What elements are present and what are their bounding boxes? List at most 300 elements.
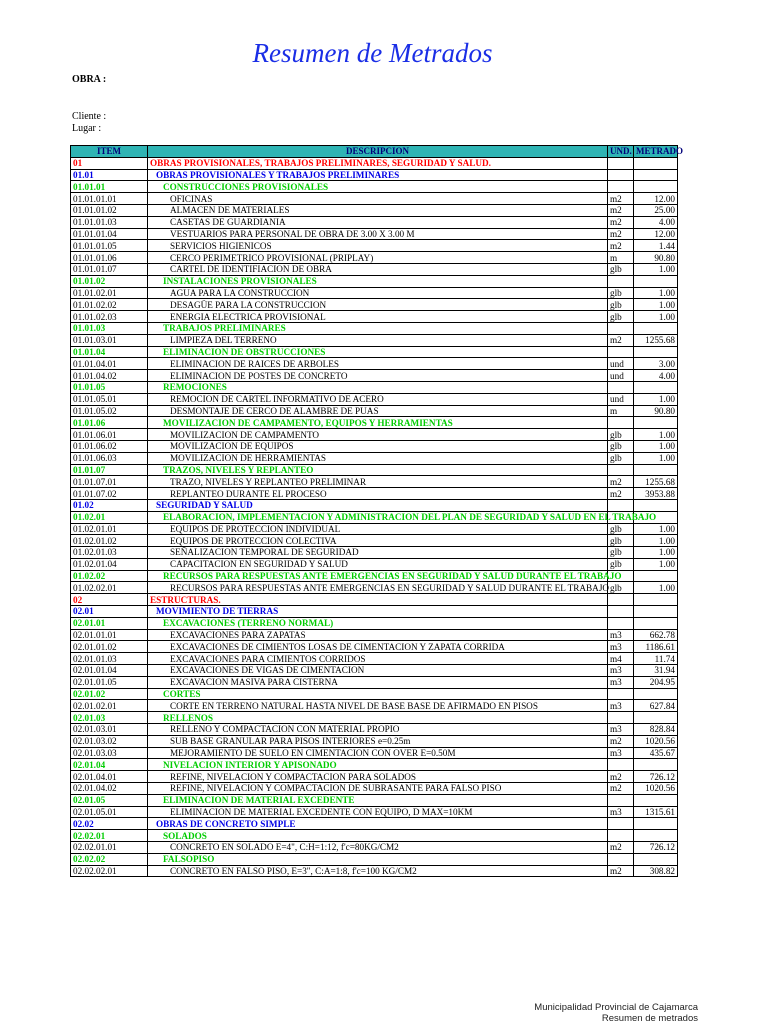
row-metrado: 1.00 — [634, 452, 678, 464]
row-metrado: 1186.61 — [634, 641, 678, 653]
row-metrado: 1.00 — [634, 287, 678, 299]
row-metrado: 1.00 — [634, 440, 678, 452]
row-item: 01.02.01.02 — [71, 535, 148, 547]
table-row — [71, 511, 678, 523]
table-row — [71, 665, 678, 677]
row-unit — [608, 818, 634, 830]
table-row — [71, 747, 678, 759]
row-unit: m2 — [608, 488, 634, 500]
table-row — [71, 464, 678, 476]
row-item: 01.01.07.02 — [71, 488, 148, 500]
row-unit: m2 — [608, 771, 634, 783]
row-description: CARTEL DE IDENTIFIACION DE OBRA — [148, 263, 608, 275]
row-item: 01.02.01 — [71, 511, 148, 523]
row-unit: glb — [608, 558, 634, 570]
row-description: TRABAJOS PRELIMINARES — [148, 322, 608, 334]
row-unit: glb — [608, 311, 634, 323]
row-unit: m2 — [608, 842, 634, 854]
table-row — [71, 252, 678, 264]
table-row — [71, 216, 678, 228]
row-unit: m3 — [608, 665, 634, 677]
row-metrado: 1020.56 — [634, 735, 678, 747]
row-description: CONCRETO EN FALSO PISO, E=3", C:A=1:8, f'c=100 KG/CM2 — [148, 865, 608, 877]
row-metrado: 204.95 — [634, 676, 678, 688]
row-item: 01.01.06.03 — [71, 452, 148, 464]
header-metrado: METRADO — [634, 146, 678, 158]
row-description: OBRAS PROVISIONALES, TRABAJOS PRELIMINARES, SEGURIDAD Y SALUD. — [148, 157, 608, 169]
row-item: 01.01.04.01 — [71, 358, 148, 370]
table-row — [71, 606, 678, 618]
row-description: REMOCIONES — [148, 381, 608, 393]
row-description: EXCAVACION MASIVA PARA CISTERNA — [148, 676, 608, 688]
row-unit — [608, 712, 634, 724]
row-description: OBRAS PROVISIONALES Y TRABAJOS PRELIMINARES — [148, 169, 608, 181]
table-row — [71, 169, 678, 181]
row-description: TRAZO, NIVELES Y REPLANTEO PRELIMINAR — [148, 476, 608, 488]
row-item: 02.01.03.02 — [71, 735, 148, 747]
row-description: CONCRETO EN SOLADO E=4", C:H=1:12, f'c=80KG/CM2 — [148, 842, 608, 854]
row-item: 02.02.02 — [71, 853, 148, 865]
row-item: 01.01.05 — [71, 381, 148, 393]
row-item: 01.01.04 — [71, 346, 148, 358]
row-unit — [608, 275, 634, 287]
row-unit — [608, 181, 634, 193]
row-description: CASETAS DE GUARDIANIA — [148, 216, 608, 228]
table-row — [71, 275, 678, 287]
row-item: 01.01.01.01 — [71, 193, 148, 205]
footer-line-1: Municipalidad Provincial de Cajamarca — [534, 1002, 698, 1013]
row-metrado — [634, 759, 678, 771]
row-description: ELIMINACION DE MATERIAL EXCEDENTE — [148, 794, 608, 806]
header-und: UND. — [608, 146, 634, 158]
row-unit: glb — [608, 535, 634, 547]
row-item: 02.01.01.05 — [71, 676, 148, 688]
row-unit — [608, 381, 634, 393]
row-metrado: 12.00 — [634, 193, 678, 205]
row-item: 02.01.04.01 — [71, 771, 148, 783]
row-item: 02.01.05.01 — [71, 806, 148, 818]
row-unit: und — [608, 358, 634, 370]
table-row — [71, 263, 678, 275]
row-item: 01.02.01.04 — [71, 558, 148, 570]
table-row — [71, 488, 678, 500]
row-item: 02.01.03.01 — [71, 724, 148, 736]
row-metrado: 4.00 — [634, 216, 678, 228]
table-row — [71, 712, 678, 724]
row-description: EQUIPOS DE PROTECCION INDIVIDUAL — [148, 523, 608, 535]
row-unit — [608, 417, 634, 429]
row-description: RECURSOS PARA RESPUESTAS ANTE EMERGENCIAS EN SEGURIDAD Y SALUD DURANTE EL TRABAJO — [148, 570, 608, 582]
row-item: 01.01.02.03 — [71, 311, 148, 323]
row-description: MOVILIZACION DE CAMPAMENTO, EQUIPOS Y HERRAMIENTAS — [148, 417, 608, 429]
table-row — [71, 287, 678, 299]
row-metrado — [634, 322, 678, 334]
row-item: 02.01.01.03 — [71, 653, 148, 665]
row-description: OBRAS DE CONCRETO SIMPLE — [148, 818, 608, 830]
row-unit — [608, 830, 634, 842]
row-unit: glb — [608, 523, 634, 535]
row-unit: glb — [608, 452, 634, 464]
row-metrado — [634, 417, 678, 429]
table-row — [71, 358, 678, 370]
row-unit: glb — [608, 287, 634, 299]
row-description: ELIMINACION DE POSTES DE CONCRETO — [148, 370, 608, 382]
table-header-row — [71, 146, 678, 158]
table-row — [71, 783, 678, 795]
row-metrado: 25.00 — [634, 204, 678, 216]
row-description: EXCAVACIONES DE VIGAS DE CIMENTACION — [148, 665, 608, 677]
row-unit: m3 — [608, 676, 634, 688]
table-row — [71, 370, 678, 382]
row-metrado — [634, 181, 678, 193]
row-unit: m — [608, 252, 634, 264]
row-description: ELIMINACION DE RAICES DE ARBOLES — [148, 358, 608, 370]
row-description: CONSTRUCCIONES PROVISIONALES — [148, 181, 608, 193]
row-item: 01.01.01.06 — [71, 252, 148, 264]
row-item: 01.01.03 — [71, 322, 148, 334]
row-item: 01.01.02.01 — [71, 287, 148, 299]
row-description: RELLENOS — [148, 712, 608, 724]
row-metrado — [634, 499, 678, 511]
row-item: 01.01.07.01 — [71, 476, 148, 488]
row-item: 02 — [71, 594, 148, 606]
row-item: 02.01.03.03 — [71, 747, 148, 759]
row-metrado: 435.67 — [634, 747, 678, 759]
row-description: DESMONTAJE DE CERCO DE ALAMBRE DE PUAS — [148, 405, 608, 417]
footer — [534, 1002, 698, 1024]
footer-line-2: Resumen de metrados — [601, 1013, 698, 1024]
row-item: 01.01.01.03 — [71, 216, 148, 228]
obra-label: OBRA : — [72, 74, 107, 85]
row-metrado — [634, 346, 678, 358]
row-item: 01.01.05.01 — [71, 393, 148, 405]
row-description: RELLENO Y COMPACTACION CON MATERIAL PROPIO — [148, 724, 608, 736]
row-item: 02.01.02 — [71, 688, 148, 700]
table-body — [71, 157, 678, 877]
row-description: SOLADOS — [148, 830, 608, 842]
row-unit — [608, 594, 634, 606]
row-unit: m2 — [608, 240, 634, 252]
row-description: ELABORACION, IMPLEMENTACION Y ADMINISTRACION DEL PLAN DE SEGURIDAD Y SALUD EN EL TRABAJO — [148, 511, 608, 523]
table-row — [71, 842, 678, 854]
row-item: 02.01.01 — [71, 617, 148, 629]
table-row — [71, 594, 678, 606]
row-metrado: 90.80 — [634, 252, 678, 264]
row-description: AGUA PARA LA CONSTRUCCION — [148, 287, 608, 299]
row-item: 01.01.07 — [71, 464, 148, 476]
row-metrado: 1.00 — [634, 299, 678, 311]
row-description: EXCAVACIONES PARA ZAPATAS — [148, 629, 608, 641]
row-unit — [608, 464, 634, 476]
row-item: 01.02.01.03 — [71, 547, 148, 559]
row-unit: m2 — [608, 334, 634, 346]
row-item: 02.01.01.01 — [71, 629, 148, 641]
row-unit — [608, 688, 634, 700]
row-unit: m2 — [608, 476, 634, 488]
table-row — [71, 204, 678, 216]
table-row — [71, 476, 678, 488]
row-item: 01.02 — [71, 499, 148, 511]
row-unit: m2 — [608, 204, 634, 216]
table-row — [71, 724, 678, 736]
row-description: TRAZOS, NIVELES Y REPLANTEO — [148, 464, 608, 476]
row-item: 01.02.01.01 — [71, 523, 148, 535]
row-item: 01.01.03.01 — [71, 334, 148, 346]
row-metrado: 1.00 — [634, 311, 678, 323]
row-item: 02.01.04 — [71, 759, 148, 771]
row-description: ESTRUCTURAS. — [148, 594, 608, 606]
row-description: SUB BASE GRANULAR PARA PISOS INTERIORES e=0.25m — [148, 735, 608, 747]
row-metrado: 1.00 — [634, 582, 678, 594]
row-description: EQUIPOS DE PROTECCION COLECTIVA — [148, 535, 608, 547]
row-unit — [608, 499, 634, 511]
row-item: 01.02.02.01 — [71, 582, 148, 594]
row-unit: m3 — [608, 747, 634, 759]
row-metrado — [634, 712, 678, 724]
table-row — [71, 193, 678, 205]
row-unit: m3 — [608, 806, 634, 818]
row-metrado: 828.84 — [634, 724, 678, 736]
row-description: REFINE, NIVELACION Y COMPACTACION PARA SOLADOS — [148, 771, 608, 783]
lugar-label: Lugar : — [72, 123, 102, 134]
table-row — [71, 653, 678, 665]
row-unit: m3 — [608, 724, 634, 736]
row-metrado — [634, 594, 678, 606]
row-item: 01.01.06.02 — [71, 440, 148, 452]
row-unit — [608, 322, 634, 334]
row-description: MOVIMIENTO DE TIERRAS — [148, 606, 608, 618]
row-item: 01.01.01.05 — [71, 240, 148, 252]
row-item: 01.01 — [71, 169, 148, 181]
row-metrado: 3.00 — [634, 358, 678, 370]
table-row — [71, 806, 678, 818]
table-row — [71, 311, 678, 323]
row-description: ELIMINACION DE MATERIAL EXCEDENTE CON EQUIPO, D MAX=10KM — [148, 806, 608, 818]
row-item: 01.01.01.07 — [71, 263, 148, 275]
row-unit — [608, 794, 634, 806]
row-unit: m3 — [608, 629, 634, 641]
row-metrado: 1.00 — [634, 558, 678, 570]
table-row — [71, 181, 678, 193]
row-metrado: 1.00 — [634, 393, 678, 405]
row-metrado: 1.00 — [634, 535, 678, 547]
row-metrado — [634, 818, 678, 830]
row-metrado — [634, 688, 678, 700]
table-row — [71, 688, 678, 700]
table-row — [71, 299, 678, 311]
row-metrado — [634, 794, 678, 806]
row-description: SEÑALIZACION TEMPORAL DE SEGURIDAD — [148, 547, 608, 559]
row-item: 01.01.01.02 — [71, 204, 148, 216]
row-description: ENERGIA ELECTRICA PROVISIONAL — [148, 311, 608, 323]
row-item: 02.01.03 — [71, 712, 148, 724]
row-description: MEJORAMIENTO DE SUELO EN CIMENTACION CON OVER E=0.50M — [148, 747, 608, 759]
row-metrado: 1.44 — [634, 240, 678, 252]
row-item: 01.01.01 — [71, 181, 148, 193]
row-metrado: 308.82 — [634, 865, 678, 877]
row-unit: glb — [608, 440, 634, 452]
row-unit: m2 — [608, 865, 634, 877]
row-description: SEGURIDAD Y SALUD — [148, 499, 608, 511]
header-descripcion: DESCRIPCION — [148, 146, 608, 158]
row-description: ALMACEN DE MATERIALES — [148, 204, 608, 216]
row-description: NIVELACION INTERIOR Y APISONADO — [148, 759, 608, 771]
row-description: LIMPIEZA DEL TERRENO — [148, 334, 608, 346]
row-metrado: 1.00 — [634, 429, 678, 441]
row-metrado — [634, 617, 678, 629]
row-unit — [608, 617, 634, 629]
row-metrado: 1255.68 — [634, 476, 678, 488]
row-unit — [608, 346, 634, 358]
page-title: Resumen de Metrados — [252, 38, 493, 68]
row-metrado: 627.84 — [634, 700, 678, 712]
row-unit: und — [608, 393, 634, 405]
row-description: EXCAVACIONES (TERRENO NORMAL) — [148, 617, 608, 629]
row-item: 02.01.01.02 — [71, 641, 148, 653]
row-unit: glb — [608, 582, 634, 594]
row-item: 01.01.02 — [71, 275, 148, 287]
row-unit: und — [608, 370, 634, 382]
row-metrado: 662.78 — [634, 629, 678, 641]
row-metrado — [634, 169, 678, 181]
table-row — [71, 240, 678, 252]
row-unit — [608, 759, 634, 771]
table-row — [71, 629, 678, 641]
row-metrado: 31.94 — [634, 665, 678, 677]
row-metrado — [634, 830, 678, 842]
row-description: REPLANTEO DURANTE EL PROCESO — [148, 488, 608, 500]
row-unit: m3 — [608, 700, 634, 712]
table-row — [71, 452, 678, 464]
row-item: 01.01.06.01 — [71, 429, 148, 441]
table-row — [71, 617, 678, 629]
row-unit: m2 — [608, 216, 634, 228]
row-item: 01 — [71, 157, 148, 169]
row-unit: m2 — [608, 783, 634, 795]
table-row — [71, 405, 678, 417]
row-item: 01.01.04.02 — [71, 370, 148, 382]
table-row — [71, 830, 678, 842]
row-metrado: 1.00 — [634, 547, 678, 559]
table-row — [71, 818, 678, 830]
row-metrado: 1.00 — [634, 523, 678, 535]
row-metrado: 1020.56 — [634, 783, 678, 795]
row-description: DESAGÜE PARA LA CONSTRUCCION — [148, 299, 608, 311]
row-item: 01.01.02.02 — [71, 299, 148, 311]
row-item: 02.02 — [71, 818, 148, 830]
row-unit: m2 — [608, 193, 634, 205]
table-row — [71, 322, 678, 334]
table-row — [71, 676, 678, 688]
row-description: REFINE, NIVELACION Y COMPACTACION DE SUBRASANTE PARA FALSO PISO — [148, 783, 608, 795]
row-item: 02.02.02.01 — [71, 865, 148, 877]
row-metrado: 1.00 — [634, 263, 678, 275]
row-description: CERCO PERIMETRICO PROVISIONAL (PRIPLAY) — [148, 252, 608, 264]
table-row — [71, 558, 678, 570]
table-row — [71, 865, 678, 877]
row-unit — [608, 853, 634, 865]
row-metrado — [634, 381, 678, 393]
table-row — [71, 853, 678, 865]
row-unit — [608, 606, 634, 618]
row-metrado — [634, 853, 678, 865]
table-row — [71, 440, 678, 452]
table-row — [71, 771, 678, 783]
table-row — [71, 157, 678, 169]
row-item: 02.02.01 — [71, 830, 148, 842]
row-metrado: 1315.61 — [634, 806, 678, 818]
table-row — [71, 228, 678, 240]
row-description: CAPACITACION EN SEGURIDAD Y SALUD — [148, 558, 608, 570]
table-row — [71, 735, 678, 747]
row-unit — [608, 157, 634, 169]
table-row — [71, 393, 678, 405]
table-row — [71, 700, 678, 712]
row-unit: m — [608, 405, 634, 417]
row-metrado: 4.00 — [634, 370, 678, 382]
table-row — [71, 346, 678, 358]
metrados-table — [70, 145, 683, 877]
row-metrado — [634, 464, 678, 476]
row-unit — [608, 169, 634, 181]
table-row — [71, 381, 678, 393]
row-unit: glb — [608, 547, 634, 559]
row-unit: glb — [608, 429, 634, 441]
table-row — [71, 499, 678, 511]
row-metrado — [634, 606, 678, 618]
row-metrado: 1255.68 — [634, 334, 678, 346]
row-metrado: 726.12 — [634, 771, 678, 783]
table-row — [71, 417, 678, 429]
row-description: OFICINAS — [148, 193, 608, 205]
row-unit: m2 — [608, 735, 634, 747]
row-item: 01.01.05.02 — [71, 405, 148, 417]
row-item: 02.01.02.01 — [71, 700, 148, 712]
table-row — [71, 429, 678, 441]
header-item: ITEM — [71, 146, 148, 158]
row-description: FALSOPISO — [148, 853, 608, 865]
row-item: 02.01.01.04 — [71, 665, 148, 677]
table-row — [71, 547, 678, 559]
row-metrado — [634, 157, 678, 169]
row-description: INSTALACIONES PROVISIONALES — [148, 275, 608, 287]
row-unit: m3 — [608, 641, 634, 653]
row-description: MOVILIZACION DE CAMPAMENTO — [148, 429, 608, 441]
row-metrado: 726.12 — [634, 842, 678, 854]
row-description: EXCAVACIONES DE CIMIENTOS LOSAS DE CIMENTACION Y ZAPATA CORRIDA — [148, 641, 608, 653]
table-row — [71, 334, 678, 346]
row-metrado: 11.74 — [634, 653, 678, 665]
row-item: 01.01.01.04 — [71, 228, 148, 240]
row-item: 02.01.05 — [71, 794, 148, 806]
cliente-label: Cliente : — [72, 111, 107, 122]
row-unit: m2 — [608, 228, 634, 240]
row-unit: glb — [608, 263, 634, 275]
row-metrado: 3953.88 — [634, 488, 678, 500]
row-description: MOVILIZACION DE HERRAMIENTAS — [148, 452, 608, 464]
table-row — [71, 794, 678, 806]
row-description: SERVICIOS HIGIENICOS — [148, 240, 608, 252]
table-row — [71, 759, 678, 771]
table-row — [71, 570, 678, 582]
table-row — [71, 523, 678, 535]
row-description: RECURSOS PARA RESPUESTAS ANTE EMERGENCIAS EN SEGURIDAD Y SALUD DURANTE EL TRABAJO — [148, 582, 608, 594]
row-unit: glb — [608, 299, 634, 311]
row-description: CORTES — [148, 688, 608, 700]
row-description: VESTUARIOS PARA PERSONAL DE OBRA DE 3.00 X 3.00 M — [148, 228, 608, 240]
table-row — [71, 641, 678, 653]
row-item: 02.01 — [71, 606, 148, 618]
